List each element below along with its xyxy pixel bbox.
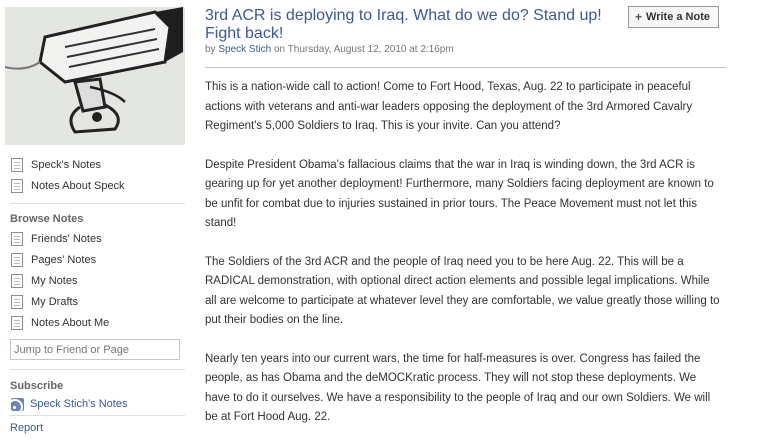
notes-icon [11,316,23,330]
author-link[interactable]: Speck Stich [218,44,272,55]
browse-notes-heading: Browse Notes [10,213,84,225]
byline-date: on Thursday, August 12, 2010 at 2:16pm [273,44,454,55]
note-title: 3rd ACR is deploying to Iraq. What do we do? Stand up! Fight back! [205,7,602,42]
sidebar-divider [10,203,185,204]
sidebar-item-notes-about-me[interactable] [11,314,109,332]
subscribe-heading: Subscribe [10,380,64,392]
notes-icon [11,158,23,172]
notes-icon [11,253,23,267]
sidebar-item-label: Friends' Notes [31,233,102,245]
sidebar-divider [10,369,185,370]
byline-prefix: by [205,44,216,55]
profile-image-graphic [5,7,185,145]
note-paragraph: This is a nation-wide call to action! Come to Fort Hood, Texas, Aug. 22 to participate in peaceful actions with veterans and anti-war leaders opposing the deployment of the 3rd Armored Cavalry Regiment's 5,000 Soldiers to Iraq. This is your invite. Can you attend? [205,81,693,132]
note-paragraph: Despite President Obama's fallacious claims that the war in Iraq is winding down, the 3rd ACR is gearing up for yet another deployment! Furthermore, many Soldiers facing deployment are known to be unfit for combat due to injuries sustained in prior tours. The Peace Movement must not let this stand! [205,158,714,229]
notes-icon [11,232,23,246]
report-link[interactable]: Report [10,422,44,434]
sidebar-item-label: My Notes [31,275,78,287]
sidebar-item-friends-notes[interactable] [11,230,102,248]
sidebar-item-my-notes[interactable] [11,272,77,290]
sidebar-item-label: Notes About Speck [31,180,125,192]
subscribe-link-item[interactable] [11,395,127,413]
sidebar-divider [10,415,185,416]
subscribe-link[interactable]: Speck Stich's Notes [30,398,128,410]
note-body [205,78,720,446]
write-note-label: Write a Note [646,11,710,23]
sidebar-item-notes-about-speck[interactable] [11,177,125,195]
notes-icon [11,295,23,309]
sidebar-item-specks-notes[interactable] [11,156,101,174]
note-content [205,0,730,446]
title-divider [205,67,726,68]
sidebar-item-label: My Drafts [31,296,79,308]
note-paragraph: The Soldiers of the 3rd ACR and the people of Iraq need you to be here Aug. 22. This will be a RADICAL demonstration, with optional direct action elements and possible legal implications. While all are welcome to participate at whatever level they are comfortable, we value greatly those willing to put their bodies on the line. [205,255,720,326]
rss-icon [11,398,24,411]
write-note-button[interactable] [628,6,719,28]
note-byline [205,44,454,55]
sidebar-item-pages-notes[interactable] [11,251,96,269]
note-paragraph: Nearly ten years into our current wars, the time for half-measures is over. Congress has failed the people, as has Obama and the deMOCKratic process. They will not stop these deployments. We have to do it ourselves. We have a responsibility to the people of Iraq and our own Soldiers. We will be at Fort Hood Aug. 22. [205,352,711,423]
notes-icon [11,179,23,193]
plus-icon: + [635,10,643,24]
sidebar-item-label: Speck's Notes [31,159,101,171]
sidebar-item-label: Pages' Notes [31,254,97,266]
sidebar-item-my-drafts[interactable] [11,293,78,311]
notes-icon [11,274,23,288]
sidebar-item-label: Notes About Me [31,317,110,329]
sidebar [5,0,185,446]
jump-to-friend-input[interactable] [10,339,180,360]
profile-picture[interactable] [5,7,185,145]
